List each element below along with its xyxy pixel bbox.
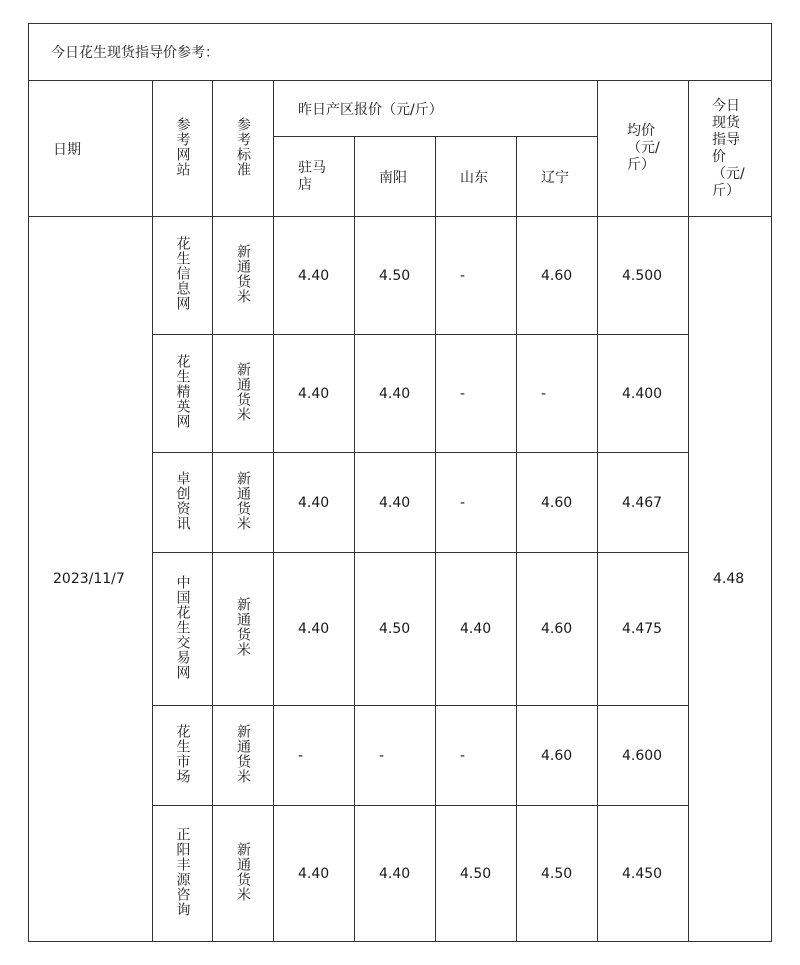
header-date-label: 日期	[53, 141, 81, 158]
header-region-shandong: 山东	[436, 137, 517, 217]
header-region-liaoning: 辽宁	[517, 137, 598, 217]
site-label: 中国花生交易网	[174, 574, 191, 680]
region-zhumadian-label: 驻马店	[298, 159, 326, 193]
header-avg-label: 均价（元/斤）	[627, 123, 660, 173]
zhumadian-cell: 4.40	[274, 453, 355, 553]
zhumadian-cell: 4.40	[274, 806, 355, 942]
standard-label: 新通货米	[235, 841, 251, 902]
site-cell	[153, 706, 213, 806]
table-title: 今日花生现货指导价参考：	[29, 24, 772, 81]
nanyang-cell: 4.40	[355, 335, 436, 453]
header-region-nanyang: 南阳	[355, 137, 436, 217]
header-yesterday-group: 昨日产区报价（元/斤）	[274, 81, 598, 137]
avg-cell: 4.600	[598, 706, 689, 806]
standard-label: 新通货米	[235, 723, 251, 784]
liaoning-cell: 4.60	[517, 553, 598, 706]
nanyang-cell: 4.40	[355, 806, 436, 942]
nanyang-cell: 4.50	[355, 553, 436, 706]
standard-cell	[213, 806, 274, 942]
liaoning-cell: 4.60	[517, 453, 598, 553]
header-guide	[689, 81, 772, 217]
header-region-zhumadian	[274, 137, 355, 217]
site-label: 花生信息网	[174, 236, 191, 311]
header-avg	[598, 81, 689, 217]
avg-cell: 4.467	[598, 453, 689, 553]
table-row	[29, 217, 772, 335]
shandong-cell: -	[436, 706, 517, 806]
standard-cell	[213, 453, 274, 553]
standard-label: 新通货米	[235, 361, 251, 422]
zhumadian-cell: 4.40	[274, 553, 355, 706]
avg-cell: 4.475	[598, 553, 689, 706]
shandong-cell: -	[436, 335, 517, 453]
site-label: 正阳丰源咨询	[174, 826, 191, 917]
site-label: 花生市场	[174, 723, 191, 784]
shandong-cell: 4.40	[436, 553, 517, 706]
liaoning-cell: 4.50	[517, 806, 598, 942]
site-cell	[153, 806, 213, 942]
standard-cell	[213, 553, 274, 706]
zhumadian-cell: 4.40	[274, 217, 355, 335]
guide-price-cell: 4.48	[689, 217, 772, 942]
site-cell	[153, 335, 213, 453]
title-row	[29, 24, 772, 81]
header-standard-label: 参考标准	[235, 116, 251, 177]
price-table	[28, 23, 772, 942]
site-cell	[153, 453, 213, 553]
avg-cell: 4.450	[598, 806, 689, 942]
site-cell	[153, 553, 213, 706]
nanyang-cell: 4.50	[355, 217, 436, 335]
header-guide-label: 今日现货指导价（元/斤）	[712, 97, 745, 199]
site-label: 花生精英网	[174, 354, 191, 429]
site-label: 卓创资讯	[174, 470, 191, 531]
standard-cell	[213, 335, 274, 453]
header-row-1	[29, 81, 772, 137]
standard-label: 新通货米	[235, 243, 251, 304]
standard-cell	[213, 217, 274, 335]
header-date	[29, 81, 153, 217]
liaoning-cell: 4.60	[517, 217, 598, 335]
site-cell	[153, 217, 213, 335]
nanyang-cell: 4.40	[355, 453, 436, 553]
avg-cell: 4.500	[598, 217, 689, 335]
zhumadian-cell: 4.40	[274, 335, 355, 453]
avg-cell: 4.400	[598, 335, 689, 453]
shandong-cell: 4.50	[436, 806, 517, 942]
zhumadian-cell: -	[274, 706, 355, 806]
standard-label: 新通货米	[235, 597, 251, 657]
liaoning-cell: 4.60	[517, 706, 598, 806]
header-standard	[213, 81, 274, 217]
liaoning-cell: -	[517, 335, 598, 453]
standard-label: 新通货米	[235, 470, 251, 531]
header-site	[153, 81, 213, 217]
nanyang-cell: -	[355, 706, 436, 806]
standard-cell	[213, 706, 274, 806]
shandong-cell: -	[436, 453, 517, 553]
shandong-cell: -	[436, 217, 517, 335]
header-site-label: 参考网站	[174, 116, 191, 177]
date-cell: 2023/11/7	[29, 217, 153, 942]
